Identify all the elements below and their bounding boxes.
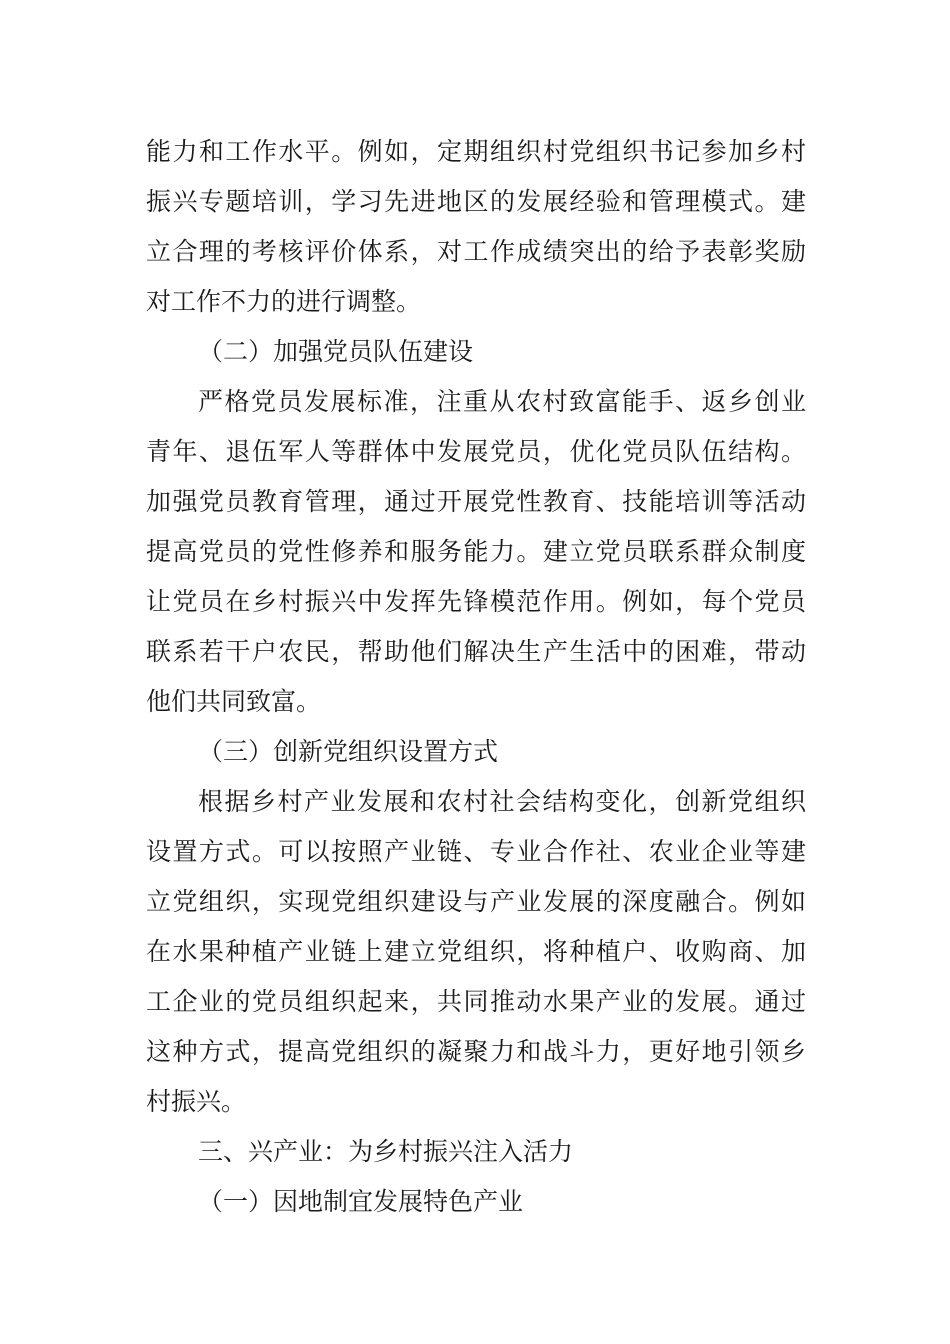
text-line: 青年、退伍军人等群体中发展党员，优化党员队伍结构。 <box>146 437 806 466</box>
text-line: 他们共同致富。 <box>146 687 322 716</box>
text-line: 振兴专题培训，学习先进地区的发展经验和管理模式。建 <box>146 187 806 216</box>
section-heading: （一）因地制宜发展特色产业 <box>198 1187 524 1216</box>
text-line: 联系若干户农民，帮助他们解决生产生活中的困难，带动 <box>146 637 806 666</box>
text-line: 能力和工作水平。例如，定期组织村党组织书记参加乡村 <box>146 137 806 166</box>
text-line: 加强党员教育管理，通过开展党性教育、技能培训等活动 <box>146 487 806 516</box>
text-line: 立党组织，实现党组织建设与产业发展的深度融合。例如 <box>146 887 806 916</box>
section-heading: （三）创新党组织设置方式 <box>198 737 499 766</box>
text-line: 对工作不力的进行调整。 <box>146 287 422 316</box>
chapter-heading: 三、兴产业：为乡村振兴注入活力 <box>198 1137 574 1166</box>
text-line: 根据乡村产业发展和农村社会结构变化，创新党组织 <box>198 787 806 816</box>
text-line: 让党员在乡村振兴中发挥先锋模范作用。例如，每个党员 <box>146 587 806 616</box>
section-heading: （二）加强党员队伍建设 <box>198 337 474 366</box>
text-line: 这种方式，提高党组织的凝聚力和战斗力，更好地引领乡 <box>146 1037 806 1066</box>
body-text <box>146 127 806 1227</box>
text-line: 工企业的党员组织起来，共同推动水果产业的发展。通过 <box>146 987 806 1016</box>
text-line: 设置方式。可以按照产业链、专业合作社、农业企业等建 <box>146 837 806 866</box>
text-line: 提高党员的党性修养和服务能力。建立党员联系群众制度 <box>146 537 806 566</box>
text-line: 严格党员发展标准，注重从农村致富能手、返乡创业 <box>198 387 806 416</box>
text-line: 在水果种植产业链上建立党组织，将种植户、收购商、加 <box>146 937 806 966</box>
text-line: 立合理的考核评价体系，对工作成绩突出的给予表彰奖励 <box>146 237 806 266</box>
text-line: 村振兴。 <box>146 1087 247 1116</box>
